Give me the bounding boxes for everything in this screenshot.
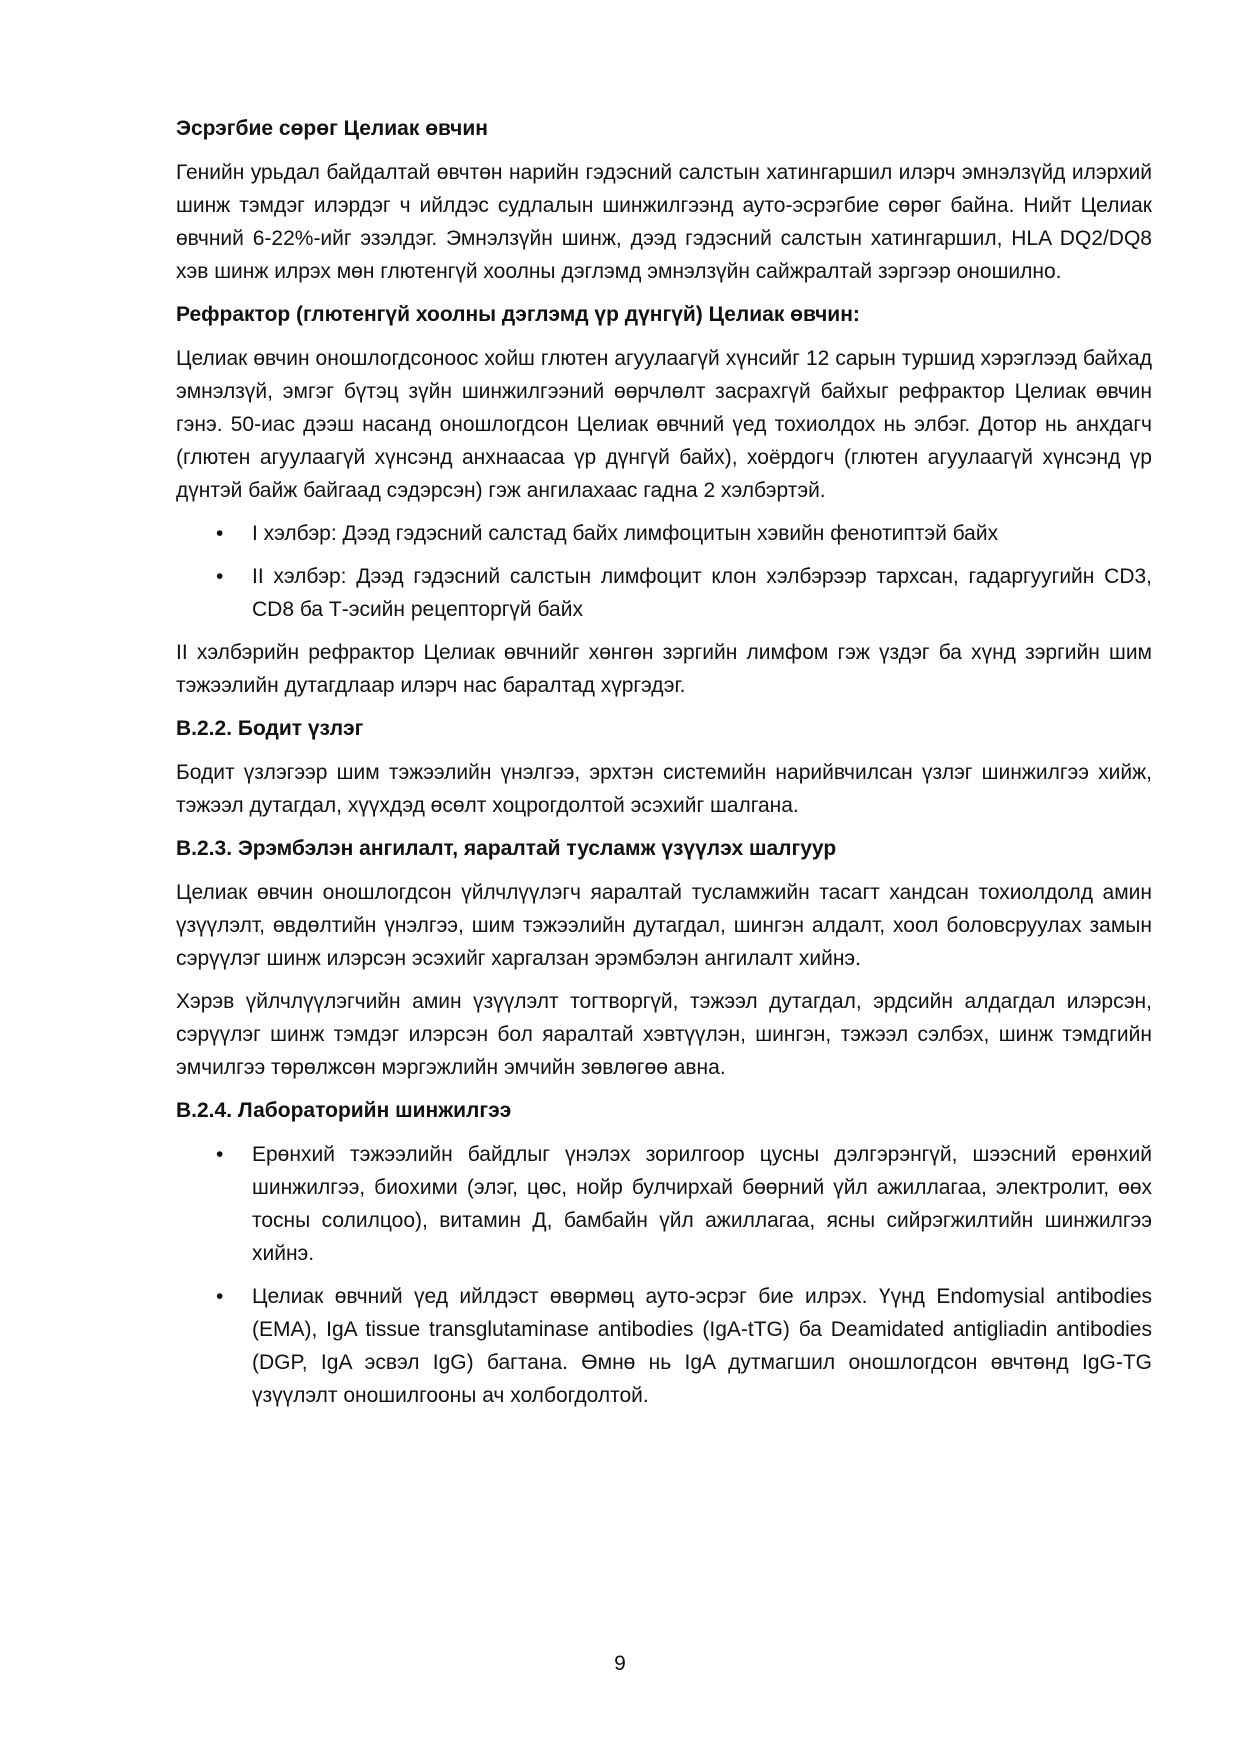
section-heading-laboratory: В.2.4. Лабораторийн шинжилгээ [176,1099,512,1122]
list-item: • Целиак өвчний үед ийлдэст өвөрмөц ауто-эсрэг бие илрэх. Үүнд Endomysial antibodies (EMA), IgA tissue transglutaminase antibodies (IgA-tTG) ба Deamidated antigliadin antibodies (DGP, IgA эсвэл IgG) багтана. Өмнө нь IgA дутмагшил оношлогдсон өвчтөнд IgG-TG үзүүлэлт оношилгооны ач холбогдолтой. [176,1280,1152,1412]
laboratory-tests-list [176,1138,1152,1412]
refractory-types-list [176,517,1152,626]
bullet-icon: • [216,522,224,545]
list-item: • I хэлбэр: Дээд гэдэсний салстад байх лимфоцитын хэвийн фенотиптэй байх [176,517,1152,550]
section-heading-refractory: Рефрактор (глютенгүй хоолны дэглэмд үр дүнгүй) Целиак өвчин: [176,303,860,326]
paragraph-refractory: Целиак өвчин оношлогдсоноос хойш глютен агуулаагүй хүнсийг 12 сарын туршид хэрэглээд байхад эмнэлзүй, эмгэг бүтэц зүйн шинжилгээний өөрчлөлт засрахгүй байхыг рефрактор Целиак өвчин гэнэ. 50-иас дээш насанд оношлогдсон Целиак өвчний үед тохиолдох нь элбэг. Дотор нь анхдагч (глютен агуулаагүй хүнсэнд анхнаасаа үр дүнгүй байх), хоёрдогч (глютен агуулаагүй хүнсэнд үр дүнтэй байж байгаад сэдэрсэн) гэж ангилахаас гадна 2 хэлбэртэй. [176,347,1152,502]
paragraph-refractory-type2: II хэлбэрийн рефрактор Целиак өвчнийг хөнгөн зэргийн лимфом гэж үздэг ба хүнд зэргийн шим тэжээлийн дутагдлаар илэрч нас баралтад хүргэдэг. [176,641,1152,697]
bullet-icon: • [216,1143,224,1166]
section-heading-triage: В.2.3. Эрэмбэлэн ангилалт, яаралтай тусламж үзүүлэх шалгуур [176,837,837,860]
paragraph-triage-admission: Хэрэв үйлчлүүлэгчийн амин үзүүлэлт тогтворгүй, тэжээл дутагдал, эрдсийн алдагдал илэрсэн, сэрүүлэг шинж тэмдэг илэрсэн бол яаралтай хэвтүүлэн, шингэн, тэжээл сэлбэх, шинж тэмдгийн эмчилгээ төрөлжсөн мэргэжлийн эмчийн зөвлөгөө авна. [176,990,1152,1079]
section-heading-physical-exam: В.2.2. Бодит үзлэг [176,717,364,740]
section-heading-seronegative: Эсрэгбие сөрөг Целиак өвчин [176,117,488,140]
document-page [176,112,1152,1422]
list-item: • II хэлбэр: Дээд гэдэсний салстын лимфоцит клон хэлбэрээр тархсан, гадаргуугийн CD3, CD8 ба Т-эсийн рецепторгүй байх [176,560,1152,626]
paragraph-physical-exam: Бодит үзлэгээр шим тэжээлийн үнэлгээ, эрхтэн системийн нарийвчилсан үзлэг шинжилгээ хийж, тэжээл дутагдал, хүүхдэд өсөлт хоцрогдолтой эсэхийг шалгана. [176,761,1152,817]
bullet-icon: • [216,1285,224,1308]
page-number: 9 [614,1652,626,1675]
paragraph-seronegative: Генийн урьдал байдалтай өвчтөн нарийн гэдэсний салстын хатингаршил илэрч эмнэлзүйд илэрхий шинж тэмдэг илэрдэг ч ийлдэс судлалын шинжилгээнд ауто-эсрэгбие сөрөг байна. Нийт Целиак өвчний 6-22%-ийг эзэлдэг. Эмнэлзүйн шинж, дээд гэдэсний салстын хатингаршил, HLA DQ2/DQ8 хэв шинж илрэх мөн глютенгүй хоолны дэглэмд эмнэлзүйн сайжралтай зэргээр оношилно. [176,161,1152,283]
bullet-icon: • [216,565,224,588]
list-item: • Ерөнхий тэжээлийн байдлыг үнэлэх зорилгоор цусны дэлгэрэнгүй, шээсний ерөнхий шинжилгээ, биохими (элэг, цөс, нойр булчирхай бөөрний үйл ажиллагаа, электролит, өөх тосны солилцоо), витамин Д, бамбайн үйл ажиллагаа, ясны сийрэгжилтийн шинжилгээ хийнэ. [176,1138,1152,1270]
paragraph-triage: Целиак өвчин оношлогдсон үйлчлүүлэгч яаралтай тусламжийн тасагт хандсан тохиолдолд амин үзүүлэлт, өвдөлтийн үнэлгээ, шим тэжээлийн дутагдал, шингэн алдалт, хоол боловсруулах замын сэрүүлэг шинж илэрсэн эсэхийг харгалзан эрэмбэлэн ангилалт хийнэ. [176,881,1152,970]
